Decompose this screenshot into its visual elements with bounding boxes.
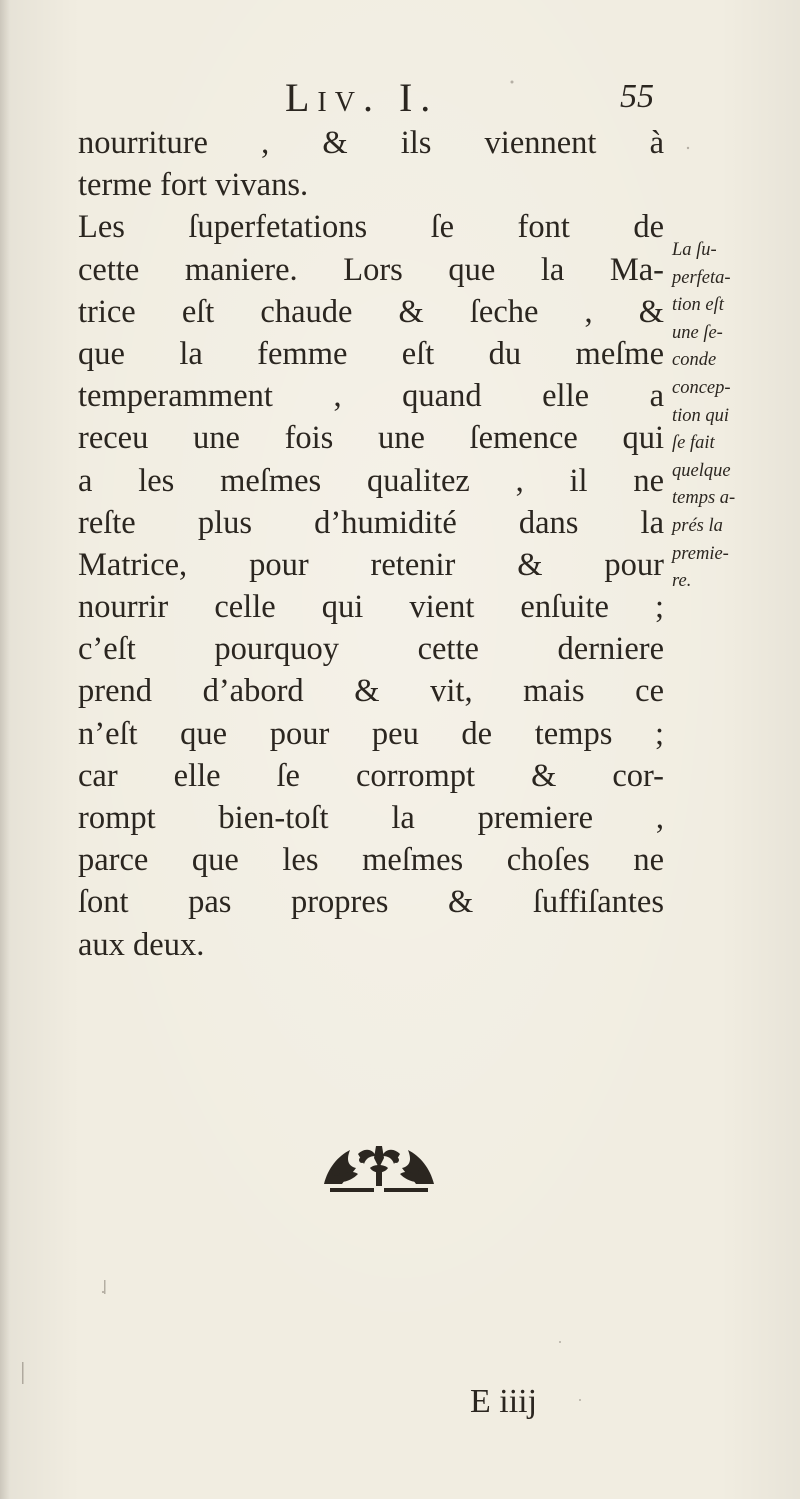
marginal-note-line: tion eſt (672, 295, 724, 316)
text-line: rompt bien-toſt la premiere , (78, 800, 664, 836)
text-line: a les meſmes qualitez , il ne (78, 462, 664, 499)
marginal-note-line: ſe fait (672, 433, 715, 454)
text-line: c’eſt pourquoy cette derniere (78, 631, 664, 668)
marginal-note-line: une ſe- (672, 322, 723, 343)
text-line: cette maniere. Lors que la Ma- (78, 251, 664, 288)
signature-mark: E iiij (470, 1383, 538, 1420)
text-line: nourrir celle qui vient enſuite ; (78, 589, 664, 626)
running-head-title: Liv. I. (285, 75, 439, 120)
text-line: ſont pas propres & ſuffiſantes (78, 884, 664, 921)
text-line: nourriture , & ils viennent à (78, 125, 664, 161)
text-line: aux deux. (78, 926, 205, 963)
marginal-note-line: concep- (672, 377, 731, 398)
text-line: car elle ſe corrompt & cor- (78, 757, 664, 794)
text-line: prend d’abord & vit, mais ce (78, 673, 664, 710)
signature-mark-area (470, 1385, 590, 1435)
text-line: parce que les meſmes choſes ne (78, 842, 664, 879)
marginal-note-line: premie- (672, 543, 729, 564)
main-text-block (78, 122, 664, 966)
page-number: 55 (620, 78, 654, 115)
marginal-note-line: temps a- (672, 488, 736, 509)
marginal-note-line: perfeta- (672, 267, 731, 288)
text-line: terme fort vivans. (78, 167, 309, 204)
marginal-note (672, 237, 796, 596)
text-line: reſte plus d’humidité dans la (78, 504, 664, 541)
text-line: Les ſuperfetations ſe font de (78, 209, 664, 246)
marginal-note-line: tion qui (672, 405, 730, 426)
text-line: trice eſt chaude & ſeche , & (78, 293, 664, 330)
text-line: temperamment , quand elle a (78, 378, 664, 415)
text-line: n’eſt que pour peu de temps ; (78, 715, 664, 752)
marginal-note-line: re. (672, 571, 692, 592)
marginal-note-line: quelque (672, 460, 731, 481)
text-line: Matrice, pour retenir & pour (78, 546, 664, 583)
text-line: receu une fois une ſemence qui (78, 420, 664, 457)
marginal-note-line: La ſu- (672, 240, 717, 260)
marginal-note-line: conde (672, 350, 717, 371)
page-gutter-shadow (0, 0, 10, 1499)
printers-ornament-icon (318, 1138, 440, 1196)
marginal-note-line: prés la (672, 515, 723, 536)
text-line: que la femme eſt du meſme (78, 335, 664, 372)
